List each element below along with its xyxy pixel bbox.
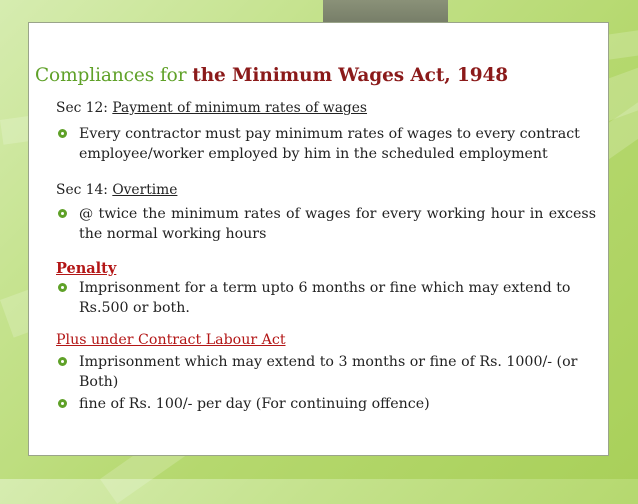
sec12-label: Sec 12: <box>56 100 113 116</box>
penalty-heading: Penalty <box>56 260 117 277</box>
contract-labour-bullet-2: fine of Rs. 100/- per day (For continuing offence) <box>79 396 430 412</box>
circle-bullet-icon <box>58 129 67 138</box>
circle-bullet-icon <box>58 399 67 408</box>
list-item <box>56 204 596 244</box>
slide-title <box>35 65 508 86</box>
circle-bullet-icon <box>58 283 67 292</box>
list-item <box>56 352 596 392</box>
sec12-heading: Payment of minimum rates of wages <box>112 100 368 116</box>
list-item <box>56 394 596 414</box>
sec14-label: Sec 14: <box>56 182 113 198</box>
penalty-bullet-text: Imprisonment for a term upto 6 months or fine which may extend to Rs.500 or both. <box>79 280 571 316</box>
circle-bullet-icon <box>58 357 67 366</box>
list-item <box>56 124 596 164</box>
circle-bullet-icon <box>58 209 67 218</box>
sec12-line <box>56 100 367 116</box>
contract-labour-bullet-1: Imprisonment which may extend to 3 months or fine of Rs. 1000/- (or Both) <box>79 354 578 390</box>
sec14-bullet-text: @ twice the minimum rates of wages for every working hour in excess the normal working hours <box>79 206 596 242</box>
sec14-line <box>56 182 177 198</box>
title-prefix: Compliances for <box>35 65 193 86</box>
list-item <box>56 278 596 318</box>
title-emphasis: the Minimum Wages Act, 1948 <box>192 65 509 86</box>
contract-labour-heading: Plus under Contract Labour Act <box>56 332 286 348</box>
sec12-bullet-text: Every contractor must pay minimum rates of wages to every contract employee/worker employed by him in the scheduled employment <box>79 126 580 162</box>
sec14-heading: Overtime <box>112 182 178 198</box>
